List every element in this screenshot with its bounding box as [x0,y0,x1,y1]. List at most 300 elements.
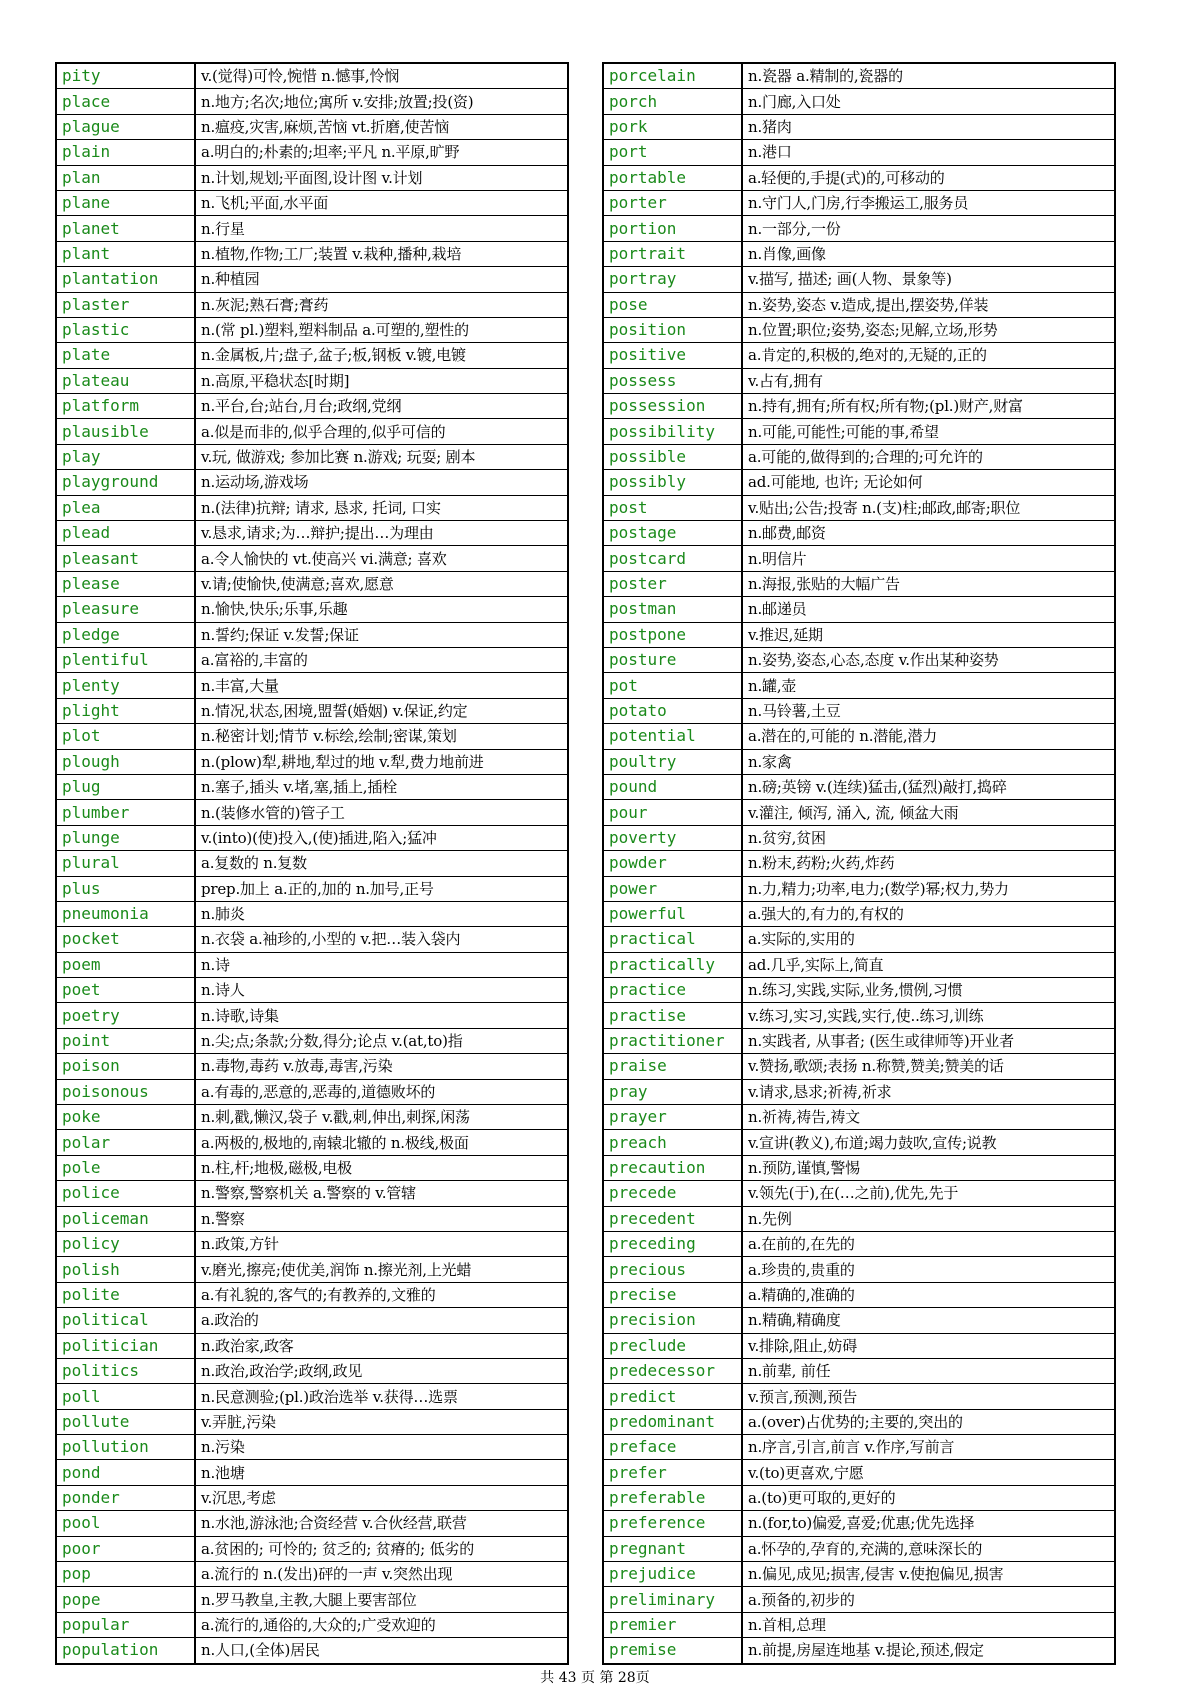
vocab-row [603,1333,1115,1358]
vocab-row [56,1130,568,1155]
vocab-row [56,317,568,342]
vocab-row [603,1181,1115,1206]
vocab-row [56,1638,568,1664]
vocab-row [603,292,1115,317]
vocab-word: possible [603,444,742,469]
vocab-definition: n.邮递员 [742,597,1115,622]
vocab-definition: n.地方;名次;地位;寓所 v.安排;放置;投(资) [195,89,568,114]
vocab-word: plateau [56,368,195,393]
vocab-word: pleasure [56,597,195,622]
vocab-definition: a.令人愉快的 vt.使高兴 vi.满意; 喜欢 [195,546,568,571]
vocab-row [56,241,568,266]
vocab-definition: n.运动场,游戏场 [195,470,568,495]
vocab-row [603,1409,1115,1434]
vocab-word: power [603,876,742,901]
vocab-word: popular [56,1612,195,1637]
vocab-row [603,241,1115,266]
vocab-row [603,774,1115,799]
vocab-word: pope [56,1587,195,1612]
vocab-definition: a.强大的,有力的,有权的 [742,901,1115,926]
vocab-row [56,140,568,165]
vocab-word: plenty [56,673,195,698]
vocab-word: play [56,444,195,469]
vocab-definition: v.宣讲(教义),布道;竭力鼓吹,宣传;说教 [742,1130,1115,1155]
vocab-word: please [56,571,195,596]
vocab-definition: n.诗 [195,952,568,977]
vocab-row [603,394,1115,419]
vocab-definition: n.马铃薯,土豆 [742,698,1115,723]
vocab-definition: a.预备的,初步的 [742,1587,1115,1612]
vocab-definition: a.轻便的,手提(式)的,可移动的 [742,165,1115,190]
vocab-definition: n.民意测验;(pl.)政治选举 v.获得…选票 [195,1384,568,1409]
vocab-word: powder [603,851,742,876]
vocab-word: plug [56,774,195,799]
vocab-definition: v.赞扬,歌颂;表扬 n.称赞,赞美;赞美的话 [742,1054,1115,1079]
vocab-definition: n.誓约;保证 v.发誓;保证 [195,622,568,647]
vocab-word: practise [603,1003,742,1028]
vocab-definition: v.推迟,延期 [742,622,1115,647]
vocab-definition: n.政策,方针 [195,1231,568,1256]
vocab-definition: ad.可能地, 也许; 无论如何 [742,470,1115,495]
vocab-word: poetry [56,1003,195,1028]
vocab-definition: n.种植园 [195,267,568,292]
vocab-definition: n.水池,游泳池;合资经营 v.合伙经营,联营 [195,1511,568,1536]
vocab-word: powerful [603,901,742,926]
vocab-word: policy [56,1231,195,1256]
vocab-word: predecessor [603,1358,742,1383]
vocab-word: plus [56,876,195,901]
vocab-definition: n.祈祷,祷告,祷文 [742,1105,1115,1130]
vocab-definition: a.实际的,实用的 [742,927,1115,952]
vocab-word: portion [603,216,742,241]
vocab-word: platform [56,394,195,419]
vocab-row [603,851,1115,876]
vocab-definition: v.请求,恳求;祈祷,祈求 [742,1079,1115,1104]
vocab-definition: n.精确,精确度 [742,1308,1115,1333]
vocab-definition: n.诗人 [195,978,568,1003]
vocab-word: ponder [56,1485,195,1510]
vocab-row [56,851,568,876]
vocab-word: practically [603,952,742,977]
vocab-row [603,647,1115,672]
vocab-word: possess [603,368,742,393]
vocab-definition: a.两极的,极地的,南辕北辙的 n.极线,极面 [195,1130,568,1155]
vocab-row [56,774,568,799]
vocab-word: preliminary [603,1587,742,1612]
vocab-word: posture [603,647,742,672]
vocab-row [56,1358,568,1383]
vocab-definition: v.占有,拥有 [742,368,1115,393]
vocab-row [603,1130,1115,1155]
vocab-definition: n.港口 [742,140,1115,165]
vocab-row [56,1536,568,1561]
vocab-row [603,190,1115,215]
vocab-word: pound [603,774,742,799]
vocab-word: pot [603,673,742,698]
vocab-row [603,114,1115,139]
vocab-word: porch [603,89,742,114]
vocab-word: precedent [603,1206,742,1231]
vocab-word: pole [56,1155,195,1180]
vocab-row [603,1485,1115,1510]
vocab-row [56,267,568,292]
vocab-word: potato [603,698,742,723]
vocab-row [56,1511,568,1536]
vocab-row [56,1384,568,1409]
vocab-word: plough [56,749,195,774]
vocab-row [603,1638,1115,1664]
vocab-word: planet [56,216,195,241]
left-vocab-body [56,63,568,1664]
vocab-row [603,63,1115,89]
vocab-row [603,343,1115,368]
vocab-row [56,571,568,596]
vocab-word: plastic [56,317,195,342]
vocab-definition: n.首相,总理 [742,1612,1115,1637]
vocab-row [603,1435,1115,1460]
vocab-definition: v.贴出;公告;投寄 n.(支)柱;邮政,邮寄;职位 [742,495,1115,520]
vocab-definition: n.刺,戳,懒汉,袋子 v.戳,刺,伸出,刺探,闲荡 [195,1105,568,1130]
vocab-definition: n.家禽 [742,749,1115,774]
vocab-word: plane [56,190,195,215]
vocab-definition: v.(into)(使)投入,(使)插进,陷入;猛冲 [195,825,568,850]
vocab-definition: a.明白的;朴素的;坦率;平凡 n.平原,旷野 [195,140,568,165]
vocab-word: poll [56,1384,195,1409]
vocab-row [56,1282,568,1307]
vocab-row [56,114,568,139]
vocab-definition: n.瓷器 a.精制的,瓷器的 [742,63,1115,89]
vocab-row [603,521,1115,546]
vocab-row [603,1054,1115,1079]
vocab-row [603,89,1115,114]
vocab-definition: n.一部分,一份 [742,216,1115,241]
vocab-word: policeman [56,1206,195,1231]
vocab-word: poster [603,571,742,596]
vocab-row [603,140,1115,165]
vocab-row [56,876,568,901]
vocab-word: preceding [603,1231,742,1256]
vocab-row [56,368,568,393]
vocab-definition: a.怀孕的,孕育的,充满的,意味深长的 [742,1536,1115,1561]
vocab-definition: n.计划,规划;平面图,设计图 v.计划 [195,165,568,190]
vocab-definition: n.肖像,画像 [742,241,1115,266]
vocab-row [603,216,1115,241]
vocab-definition: n.人口,(全体)居民 [195,1638,568,1664]
vocab-definition: v.请;使愉快,使满意;喜欢,愿意 [195,571,568,596]
vocab-definition: n.秘密计划;情节 v.标绘,绘制;密谋,策划 [195,724,568,749]
vocab-row [56,1003,568,1028]
vocab-definition: n.(plow)犁,耕地,犁过的地 v.犁,费力地前进 [195,749,568,774]
vocab-word: preface [603,1435,742,1460]
vocab-row [603,495,1115,520]
vocab-definition: a.流行的 n.(发出)砰的一声 v.突然出现 [195,1562,568,1587]
vocab-word: political [56,1308,195,1333]
vocab-word: prefer [603,1460,742,1485]
vocab-word: police [56,1181,195,1206]
vocab-row [603,1536,1115,1561]
vocab-definition: n.污染 [195,1435,568,1460]
vocab-word: politician [56,1333,195,1358]
vocab-word: plight [56,698,195,723]
vocab-row [56,1257,568,1282]
vocab-row [56,597,568,622]
vocab-word: premier [603,1612,742,1637]
vocab-row [56,470,568,495]
vocab-row [56,1155,568,1180]
vocab-definition: v.描写, 描述; 画(人物、景象等) [742,267,1115,292]
vocab-row [56,927,568,952]
vocab-word: pop [56,1562,195,1587]
vocab-definition: v.(to)更喜欢,宁愿 [742,1460,1115,1485]
vocab-definition: v.预言,预测,预告 [742,1384,1115,1409]
vocab-word: poultry [603,749,742,774]
vocab-row [603,1028,1115,1053]
vocab-row [603,444,1115,469]
vocab-definition: n.可能,可能性;可能的事,希望 [742,419,1115,444]
vocab-row [56,343,568,368]
vocab-definition: n.(常 pl.)塑料,塑料制品 a.可塑的,塑性的 [195,317,568,342]
vocab-row [56,1028,568,1053]
vocab-word: possibility [603,419,742,444]
vocab-word: practice [603,978,742,1003]
vocab-word: predict [603,1384,742,1409]
vocab-word: practical [603,927,742,952]
vocab-definition: v.弄脏,污染 [195,1409,568,1434]
vocab-word: portrait [603,241,742,266]
vocab-row [56,1054,568,1079]
vocab-word: praise [603,1054,742,1079]
vocab-definition: v.沉思,考虑 [195,1485,568,1510]
vocab-word: porcelain [603,63,742,89]
vocab-definition: n.(法律)抗辩; 请求, 恳求, 托词, 口实 [195,495,568,520]
vocab-definition: a.有礼貌的,客气的;有教养的,文雅的 [195,1282,568,1307]
vocab-row [603,1612,1115,1637]
vocab-word: poisonous [56,1079,195,1104]
vocab-row [603,1257,1115,1282]
right-vocab-table [602,62,1116,1665]
vocab-row [603,165,1115,190]
vocab-word: point [56,1028,195,1053]
vocab-definition: n.练习,实践,实际,业务,惯例,习惯 [742,978,1115,1003]
vocab-definition: n.预防,谨慎,警惕 [742,1155,1115,1180]
vocab-word: poor [56,1536,195,1561]
vocab-definition: n.守门人,门房,行李搬运工,服务员 [742,190,1115,215]
vocab-word: plant [56,241,195,266]
vocab-row [56,63,568,89]
vocab-word: plaster [56,292,195,317]
vocab-definition: n.磅;英镑 v.(连续)猛击,(猛烈)敲打,捣碎 [742,774,1115,799]
vocab-row [56,1206,568,1231]
vocab-word: pregnant [603,1536,742,1561]
vocab-definition: n.肺炎 [195,901,568,926]
vocab-word: position [603,317,742,342]
vocab-row [603,470,1115,495]
vocab-definition: n.邮费,邮资 [742,521,1115,546]
vocab-row [603,622,1115,647]
vocab-row [603,1308,1115,1333]
vocab-row [56,978,568,1003]
vocab-definition: n.警察 [195,1206,568,1231]
vocab-word: polar [56,1130,195,1155]
vocab-definition: a.贫困的; 可怜的; 贫乏的; 贫瘠的; 低劣的 [195,1536,568,1561]
vocab-word: prejudice [603,1562,742,1587]
page-footer: 共 43 页 第 28页 [540,1670,650,1686]
vocab-row [603,927,1115,952]
vocab-definition: n.门廊,入口处 [742,89,1115,114]
vocab-row [603,267,1115,292]
vocab-word: pocket [56,927,195,952]
vocab-row [56,419,568,444]
vocab-row [603,1206,1115,1231]
vocab-row [603,1511,1115,1536]
vocab-definition: a.流行的,通俗的,大众的;广受欢迎的 [195,1612,568,1637]
vocab-word: possession [603,394,742,419]
vocab-definition: n.政治家,政客 [195,1333,568,1358]
vocab-word: pledge [56,622,195,647]
vocab-row [56,1587,568,1612]
vocab-definition: v.(觉得)可怜,惋惜 n.憾事,怜悯 [195,63,568,89]
vocab-row [603,317,1115,342]
vocab-word: plantation [56,267,195,292]
vocab-definition: a.(to)更可取的,更好的 [742,1485,1115,1510]
vocab-word: precious [603,1257,742,1282]
vocab-definition: a.复数的 n.复数 [195,851,568,876]
vocab-definition: n.前提,房屋连地基 v.提论,预述,假定 [742,1638,1115,1664]
vocab-word: portray [603,267,742,292]
vocab-word: preferable [603,1485,742,1510]
vocab-word: pray [603,1079,742,1104]
vocab-row [603,546,1115,571]
vocab-definition: n.金属板,片;盘子,盆子;板,钢板 v.镀,电镀 [195,343,568,368]
vocab-definition: n.柱,杆;地极,磁极,电极 [195,1155,568,1180]
vocab-row [603,597,1115,622]
vocab-word: plentiful [56,647,195,672]
vocab-definition: n.(装修水管的)管子工 [195,800,568,825]
vocab-row [56,1612,568,1637]
vocab-row [56,1181,568,1206]
vocab-word: plague [56,114,195,139]
vocab-row [56,1562,568,1587]
vocab-definition: n.情况,状态,困境,盟誓(婚姻) v.保证,约定 [195,698,568,723]
vocab-word: possibly [603,470,742,495]
vocab-row [56,825,568,850]
vocab-definition: n.姿势,姿态 v.造成,提出,摆姿势,佯装 [742,292,1115,317]
vocab-definition: v.磨光,擦亮;使优美,润饰 n.擦光剂,上光蜡 [195,1257,568,1282]
vocab-row [56,1333,568,1358]
vocab-definition: n.警察,警察机关 a.警察的 v.管辖 [195,1181,568,1206]
vocab-word: pork [603,114,742,139]
vocab-word: place [56,89,195,114]
vocab-word: polish [56,1257,195,1282]
vocab-definition: a.政治的 [195,1308,568,1333]
vocab-row [56,647,568,672]
vocab-row [56,89,568,114]
vocab-word: precise [603,1282,742,1307]
vocab-word: poverty [603,825,742,850]
vocab-row [56,521,568,546]
vocab-row [56,1079,568,1104]
vocab-definition: a.有毒的,恶意的,恶毒的,道德败坏的 [195,1079,568,1104]
vocab-word: poke [56,1105,195,1130]
vocab-definition: a.富裕的,丰富的 [195,647,568,672]
vocab-word: population [56,1638,195,1664]
vocab-row [603,724,1115,749]
vocab-definition: n.粉末,药粉;火药,炸药 [742,851,1115,876]
vocab-definition: n.前辈, 前任 [742,1358,1115,1383]
vocab-definition: v.练习,实习,实践,实行,使..练习,训练 [742,1003,1115,1028]
vocab-row [56,1308,568,1333]
vocab-word: plural [56,851,195,876]
vocab-definition: n.高原,平稳状态[时期] [195,368,568,393]
vocab-word: portable [603,165,742,190]
vocab-word: plot [56,724,195,749]
vocab-row [56,546,568,571]
vocab-word: plain [56,140,195,165]
vocab-definition: n.海报,张贴的大幅广告 [742,571,1115,596]
vocab-row [56,190,568,215]
vocab-definition: n.罐,壶 [742,673,1115,698]
vocab-word: port [603,140,742,165]
vocab-row [603,825,1115,850]
vocab-word: politics [56,1358,195,1383]
vocab-row [56,444,568,469]
vocab-row [603,1155,1115,1180]
vocab-row [603,952,1115,977]
vocab-definition: a.珍贵的,贵重的 [742,1257,1115,1282]
vocab-row [56,622,568,647]
vocab-word: pollute [56,1409,195,1434]
vocab-word: polite [56,1282,195,1307]
vocab-row [603,800,1115,825]
vocab-row [603,876,1115,901]
vocab-definition: a.潜在的,可能的 n.潜能,潜力 [742,724,1115,749]
vocab-definition: n.瘟疫,灾害,麻烦,苦恼 vt.折磨,使苦恼 [195,114,568,139]
vocab-definition: n.明信片 [742,546,1115,571]
vocab-definition: a.可能的,做得到的;合理的;可允许的 [742,444,1115,469]
vocab-word: pool [56,1511,195,1536]
vocab-word: poem [56,952,195,977]
vocab-row [56,901,568,926]
vocab-word: poison [56,1054,195,1079]
vocab-word: precaution [603,1155,742,1180]
vocab-definition: n.池塘 [195,1460,568,1485]
vocab-row [603,1358,1115,1383]
vocab-row [56,1105,568,1130]
vocab-row [603,419,1115,444]
vocab-definition: n.诗歌,诗集 [195,1003,568,1028]
vocab-definition: n.衣袋 a.袖珍的,小型的 v.把…装入袋内 [195,927,568,952]
vocab-row [56,1231,568,1256]
vocab-row [56,216,568,241]
vocab-word: playground [56,470,195,495]
vocab-word: plea [56,495,195,520]
vocab-word: porter [603,190,742,215]
vocab-word: postage [603,521,742,546]
vocab-row [603,978,1115,1003]
vocab-definition: n.实践者, 从事者; (医生或律师等)开业者 [742,1028,1115,1053]
vocab-row [603,1460,1115,1485]
vocab-definition: a.精确的,准确的 [742,1282,1115,1307]
vocab-definition: n.行星 [195,216,568,241]
vocab-row [603,368,1115,393]
vocab-definition: n.姿势,姿态,心态,态度 v.作出某种姿势 [742,647,1115,672]
vocab-definition: n.先例 [742,1206,1115,1231]
vocab-row [56,749,568,774]
vocab-row [56,394,568,419]
vocab-definition: n.罗马教皇,主教,大腿上要害部位 [195,1587,568,1612]
vocab-word: premise [603,1638,742,1664]
vocab-row [603,698,1115,723]
